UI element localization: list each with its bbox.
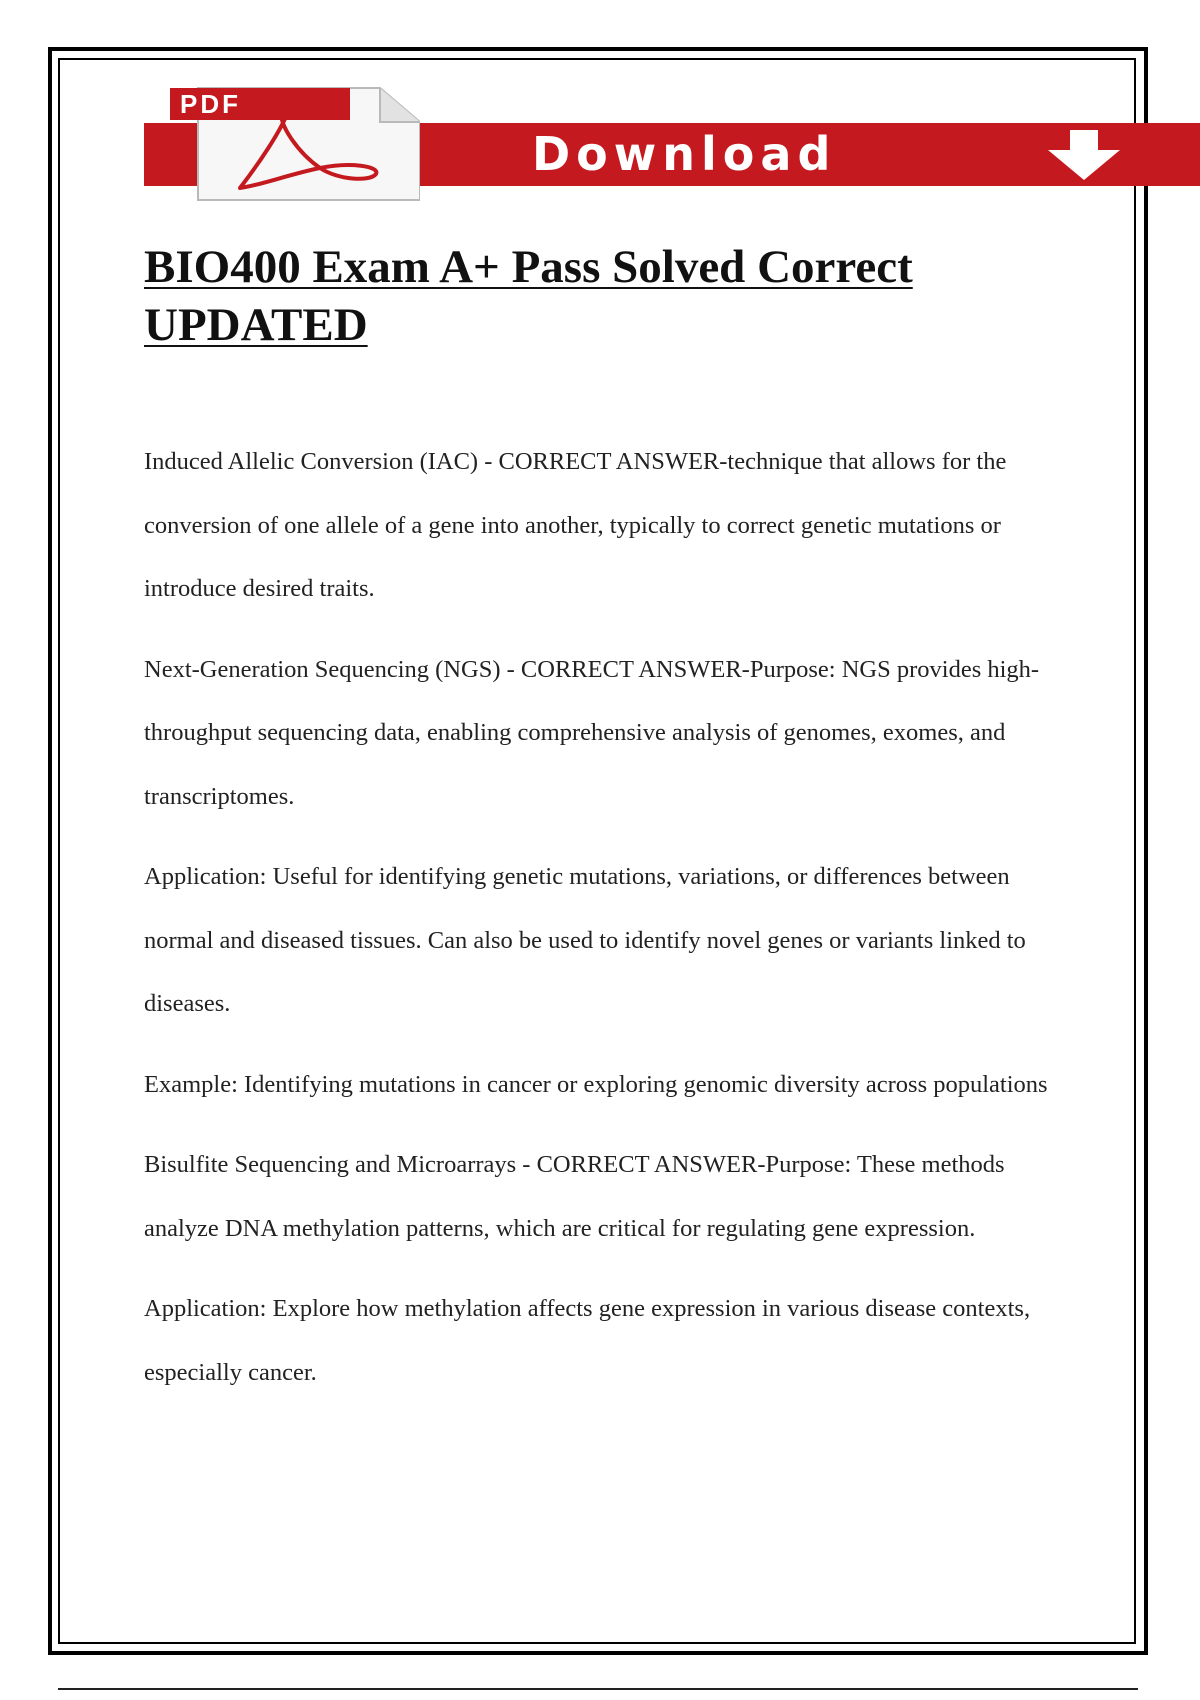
paragraph-iac: Induced Allelic Conversion (IAC) - CORRECT ANSWER-technique that allows for the conversion of one allele of a gene into another, typically to correct genetic mutations or introduce desired traits. <box>144 448 1007 602</box>
paragraph-bisulfite-application: Application: Explore how methylation affects gene expression in various disease contexts, especially cancer. <box>144 1295 1031 1386</box>
document-title: BIO400 Exam A+ Pass Solved Correct UPDATED <box>144 241 913 351</box>
paragraph-ngs-application: Application: Useful for identifying genetic mutations, variations, or differences between normal and diseased tissues. Can also be used to identify novel genes or variants linked to diseases. <box>144 863 1026 1017</box>
pdf-file-icon <box>170 82 420 202</box>
download-label[interactable]: Download <box>532 127 837 181</box>
bottom-rule <box>58 1688 1138 1690</box>
paragraph-ngs: Next-Generation Sequencing (NGS) - CORRECT ANSWER-Purpose: NGS provides high-throughput sequencing data, enabling comprehensive analysis of genomes, exomes, and transcriptomes. <box>144 655 1040 810</box>
document-body <box>144 430 1054 1421</box>
pdf-label: PDF <box>170 88 350 120</box>
download-banner[interactable] <box>144 78 1200 202</box>
paragraph-ngs-example: Example: Identifying mutations in cancer or exploring genomic diversity across populations <box>144 1070 1048 1098</box>
paragraph-bisulfite: Bisulfite Sequencing and Microarrays - CORRECT ANSWER-Purpose: These methods analyze DNA methylation patterns, which are critical for regulating gene expression. <box>144 1151 1005 1242</box>
down-arrow-icon[interactable] <box>1046 130 1122 180</box>
